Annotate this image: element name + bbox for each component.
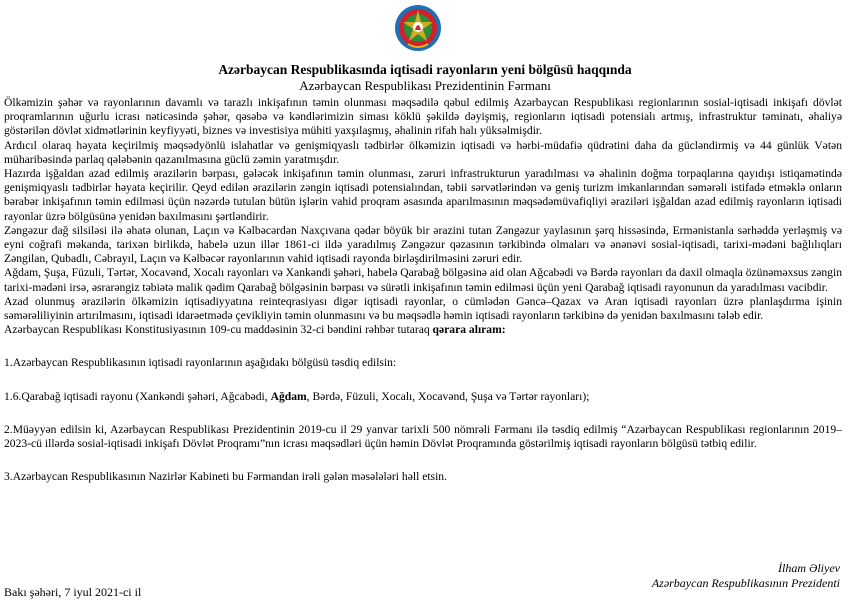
paragraph-1: Ölkəmizin şəhər və rayonlarının davamlı və tarazlı inkişafının təmin olunması məqsədilə qəbul edilmiş Azərbaycan Respublikası regionlarının sosial-iqtisadi inkişafı dövlət proqramlarının uğurlu icrası nəticəsində şəhər, qəsəbə və kəndlərimizin siması köklü şəkildə dəyişmiş, regionların iqtisadi potensialı artmış, infrastruktur təminatı, əhaliyə göstərilən dövlət xidmətlərinin keyfiyyəti, biznes və investisiya mühiti yaxşılaşmış, əhalinin rifah halı yüksəlmişdir. <box>4 96 842 138</box>
place-date: Bakı şəhəri, 7 iyul 2021-ci il <box>4 585 142 599</box>
document-subtitle: Azərbaycan Respublikası Prezidentinin Fərmanı <box>299 78 551 93</box>
item-3: 3.Azərbaycan Respublikasının Nazirlər Kabineti bu Fərmandan irəli gələn məsələləri həll etsin. <box>4 470 447 484</box>
paragraph-3: Hazırda işğaldan azad edilmiş ərazilərin bərpası, gələcək inkişafının təmin olunması, zəruri infrastrukturun yaradılması və əhalinin doğma torpaqlarına qayıdışı istiqamətində genişmiqyaslı tədbirlər həyata keçirilir. Qeyd edilən ərazilərin zəngin iqtisadi potensialından, təbii sərvətlərindən və geniş turizm imkanlarından səmərəli istifadə etməklə onların bərabər inkişafının təmin edilməsi üçün nəzərdə tutulan bütün işlərin vahid proqram əsasında aparılmasının məqsədəmüvafiqliyi əraziləri işğaldan azad edilmiş rayonların iqtisadi rayonlar üzrə bölgüsünə yenidən baxılmasını şərtləndirir. <box>4 167 842 223</box>
paragraph-decision <box>4 323 842 337</box>
document-title: Azərbaycan Respublikasında iqtisadi rayonların yeni bölgüsü haqqında <box>218 62 632 77</box>
item-1-6 <box>4 390 842 404</box>
decision-bold: qərara alıram: <box>432 323 506 337</box>
item-1-6-end: , Bərdə, Füzuli, Xocalı, Xocavənd, Şuşa və Tərtər rayonları); <box>306 389 590 403</box>
document-body <box>4 96 842 484</box>
item-1: 1.Azərbaycan Respublikasının iqtisadi rayonlarının aşağıdakı bölgüsü təsdiq edilsin: <box>4 356 397 370</box>
azerbaijan-state-emblem-icon <box>394 4 442 52</box>
signer-name: İlham Əliyev <box>778 561 840 575</box>
paragraph-5: Ağdam, Şuşa, Füzuli, Tərtər, Xocavənd, Xocalı rayonları və Xankəndi şəhəri, habelə Qarabağ bölgəsinə aid olan Ağcabədi və Bərdə rayonları da daxil olmaqla özünəməxsus zəngin tarixi-mədəni irsə, əsrarəngiz təbiətə malik qədim Qarabağ bölgəsinin bərpası və sürətli inkişafının təmin edilməsi üçün yeni Qarabağ iqtisadi rayonunun da yaradılması vacibdir. <box>4 266 842 294</box>
paragraph-4: Zəngəzur dağ silsiləsi ilə əhatə olunan, Laçın və Kəlbəcərdən Naxçıvana qədər böyük bir ərazini tutan Zəngəzur yaylasının şərq hissəsində, Ermənistanla sərhəddə yerləşmiş və eyni coğrafi məkanda, tarixən birlikdə, habelə uzun illər 1861-ci ildə yaradılmış Zəngəzur qəzasının tərkibində olmaları və ənənəvi sosial-iqtisadi, tarixi-mədəni bağlılıqları Zəngilan, Qubadlı, Cəbrayıl, Laçın və Kəlbəcər rayonlarının vahid iqtisadi rayonda birləşdirilməsini zəruri edir. <box>4 223 842 266</box>
item-2: 2.Müəyyən edilsin ki, Azərbaycan Respublikası Prezidentinin 2019-cu il 29 yanvar tarixli 500 nömrəli Fərmanı ilə təsdiq edilmiş “Azərbaycan Respublikası regionlarının 2019–2023-cü illərdə sosial-iqtisadi inkişafı Dövlət Proqramı”nın icrası məqsədləri üçün həmin Dövlət Proqramında göstərilmiş iqtisadi rayonların bölgüsü tətbiq edilir. <box>4 422 842 451</box>
decision-text: Azərbaycan Respublikası Konstitusiyasının 109-cu maddəsinin 32-ci bəndini rəhbər tutaraq <box>4 323 433 337</box>
item-1-6-start: 1.6.Qarabağ iqtisadi rayonu (Xankəndi şəhəri, Ağcabədi, <box>4 389 271 403</box>
item-1-6-bold: Ağdam <box>270 389 307 403</box>
paragraph-6: Azad olunmuş ərazilərin ölkəmizin iqtisadiyyatına reinteqrasiyası digər iqtisadi rayonlar, o cümlədən Gəncə–Qazax və Aran iqtisadi rayonları üzrə planlaşdırma işinin səmərəliliyinin artırılmasını, iqtisadi idarəetmədə çevikliyin təmin olunmasını və bu məqsədlə həmin iqtisadi rayonların tərkibinə də yenidən baxılmasını tələb edir. <box>4 294 842 323</box>
paragraph-2: Ardıcıl olaraq həyata keçirilmiş məqsədyönlü islahatlar və genişmiqyaslı tədbirlər ölkəmizin iqtisadi və hərbi-müdafiə qüdrətini daha da gücləndirmiş və 44 günlük Vətən müharibəsində parlaq qələbənin qazanılmasına güclü zəmin yaratmışdır. <box>4 138 842 166</box>
signer-title: Azərbaycan Respublikasının Prezidenti <box>651 576 840 590</box>
